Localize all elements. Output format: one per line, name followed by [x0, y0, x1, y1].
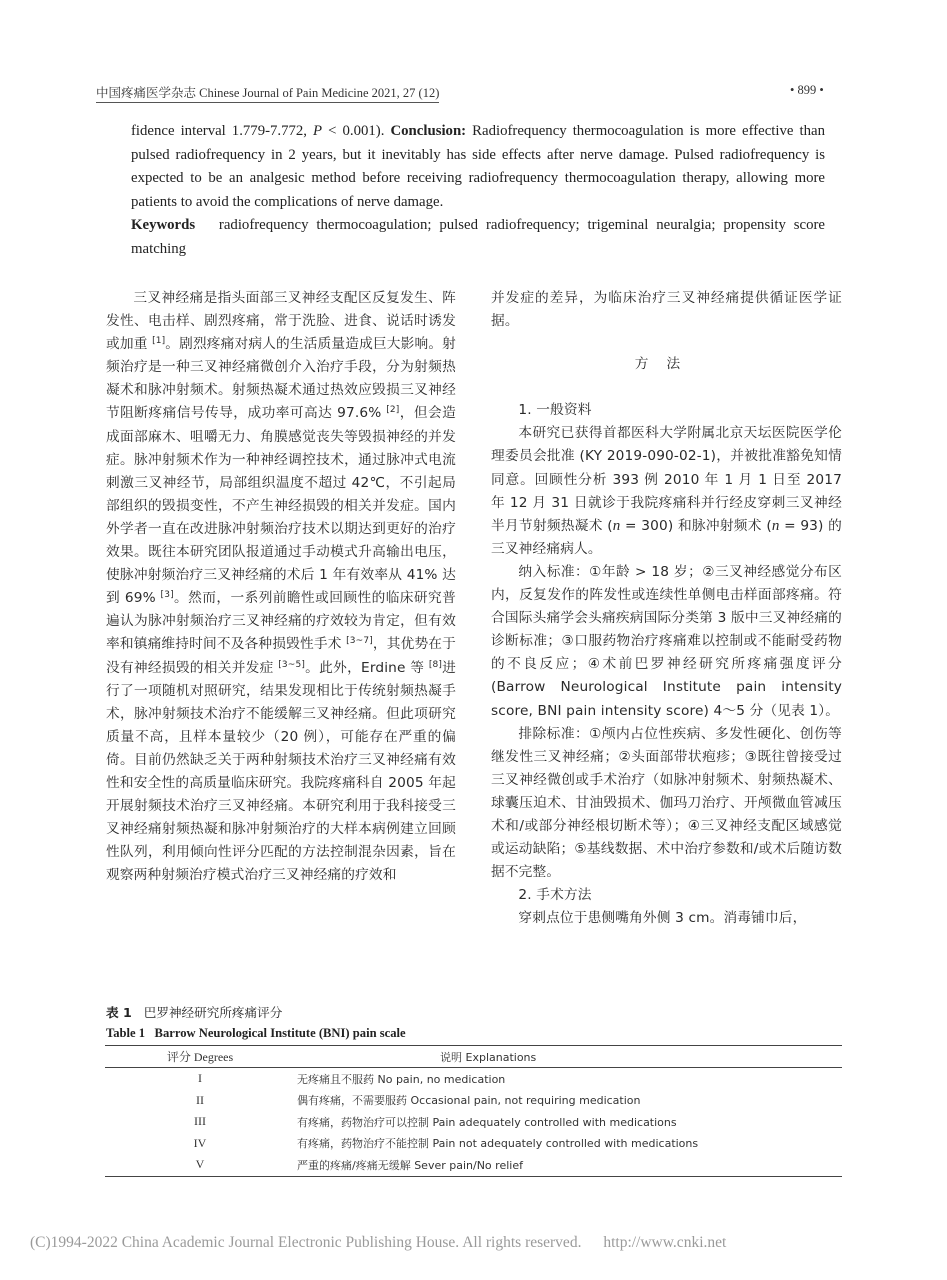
section-heading-methods: 方法 [634, 356, 699, 373]
citation-ref: [2] [386, 405, 400, 416]
table-cell-explanation: 严重的疼痛/疼痛无缓解 Sever pain/No relief [295, 1154, 842, 1176]
p-value-symbol: P [313, 123, 323, 139]
subheading-surgical-method: 2. 手术方法 [518, 887, 592, 904]
surgical-method-paragraph: 穿刺点位于患侧嘴角外侧 3 cm。消毒铺巾后， [518, 910, 807, 927]
conclusion-label: Conclusion: [390, 123, 467, 139]
intro-paragraph: 三叉神经痛是指头面部三叉神经支配区反复发生、阵发性、电击样、剧烈疼痛，常于洗脸、进食、说话时诱发或加重 [1]。剧烈疼痛对病人的生活质量造成巨大影响。射频治疗是一种三叉神经痛微创介入治疗手段，分为射频热凝术和脉冲射频术。射频热凝术通过热效应毁损三叉神经节阻断疼痛信号传导，成功率可高达 97.6% [2]，但会造成面部麻木、咀嚼无力、角膜感觉丧失等毁损神经的并发症。脉冲射频术作为一种神经调控技术，通过脉冲式电流刺激三叉神经节，局部组织温度不超过 42℃，不引起局部组织的毁损变性，不产生神经损毁的相关并发症。国内外学者一直在改进脉冲射频治疗技术以期达到更好的治疗效果。既往本研究团队报道通过手动模式升高输出电压，使脉冲射频治疗三叉神经痛的术后 1 年有效率从 41% 达到 69% [3]。然而，一系列前瞻性或回顾性的临床研究普遍认为脉冲射频治疗三叉神经痛的疗效较为肯定，但有效率和镇痛维持时间不及各种损毁性手术 [3~7]，其优势在于没有神经损毁的相关并发症 [3~5]。此外，Erdine 等 [8]进行了一项随机对照研究，结果发现相比于传统射频热凝手术，脉冲射频技术治疗不能缓解三叉神经痛。但此项研究质量不高，且样本量较少（20 例），可能存在严重的偏倚。目前仍然缺乏关于两种射频技术治疗三叉神经痛有效性和安全性的高质量临床研究。我院疼痛科自 2005 年起开展射频技术治疗三叉神经痛。本研究利用于我科接受三叉神经痛射频热凝和脉冲射频治疗的大样本病例建立回顾性队列，利用倾向性评分匹配的方法控制混杂因素，旨在观察两种射频治疗模式治疗三叉神经痛的疗效和 [106, 290, 456, 884]
table-header-degrees: 评分 Degrees [105, 1046, 295, 1068]
exclusion-criteria-paragraph: 排除标准：①颅内占位性疾病、多发性硬化、创伤等继发性三叉神经痛；②头面部带状疱疹；③既往曾接受过三叉神经微创或手术治疗（如脉冲射频术、射频热凝术、球囊压迫术、甘油毁损术、伽玛刀治疗、开颅微血管减压术和/或部分神经根切断术等）；④三叉神经支配区域感觉或运动缺陷；⑤基线数据、术中治疗参数和/或术后随访数据不完整。 [491, 725, 842, 881]
table-row [105, 1154, 842, 1176]
table-caption [106, 1003, 406, 1043]
body-column-right [491, 287, 842, 930]
bni-pain-scale-table [105, 1045, 842, 1177]
citation-ref: [3~5] [278, 659, 306, 670]
running-header-journal: 中国疼痛医学杂志 Chinese Journal of Pain Medicine 2021, 27 (12) [96, 83, 439, 101]
keywords-text: radiofrequency thermocoagulation; pulsed radiofrequency; trigeminal neuralgia; propensity score matching [131, 217, 825, 257]
table-cell-degree: III [194, 1114, 206, 1129]
table-header-explanations: 说明 Explanations [295, 1046, 842, 1068]
table-row [105, 1068, 842, 1090]
table-cell-explanation: 有疼痛，药物治疗不能控制 Pain not adequately controlled with medications [297, 1137, 699, 1151]
citation-ref: [3] [160, 590, 174, 601]
copyright-footer [30, 1234, 726, 1252]
table-caption-en: Table 1 Barrow Neurological Institute (BNI) pain scale [106, 1026, 406, 1040]
table-cell-degree: II [196, 1092, 204, 1107]
citation-ref: [3~7] [346, 636, 373, 647]
cnki-url[interactable]: http://www.cnki.net [603, 1234, 727, 1251]
table-cell-explanation: 有疼痛，药物治疗可以控制 Pain adequately controlled with medications [297, 1115, 677, 1129]
subheading-general-data: 1. 一般资料 [518, 402, 592, 419]
citation-ref: [8] [428, 659, 443, 670]
table-cell-explanation: 无疼痛且不服药 No pain, no medication [297, 1072, 506, 1086]
keywords-label: Keywords [131, 217, 196, 233]
continued-paragraph: 并发症的差异，为临床治疗三叉神经痛提供循证医学证据。 [491, 290, 842, 330]
n-symbol: n [771, 517, 780, 534]
conclusion-text: Radiofrequency thermocoagulation is more effective than pulsed radiofrequency in 2 years, but it inevitably has side effects after nerve damage. Pulsed radiofrequency is expected to be an analgesic method before receiving radiofrequency thermocoagulation therapy, allowing more patients to avoid the complications of nerve damage. [131, 123, 825, 210]
n-symbol: n [612, 517, 621, 534]
table-header-row [105, 1046, 842, 1068]
table-cell-degree: I [198, 1071, 202, 1086]
table-row [105, 1111, 842, 1133]
page-number: • 899 • [790, 83, 824, 97]
copyright-text: (C)1994-2022 China Academic Journal Electronic Publishing House. All rights reserved. [30, 1234, 582, 1251]
table-row [105, 1133, 842, 1155]
citation-ref: [1] [152, 336, 166, 347]
body-column-left [106, 287, 456, 887]
inclusion-criteria-paragraph: 纳入标准：①年龄 > 18 岁；②三叉神经感觉分布区内，反复发作的阵发性或连续性单侧电击样面部疼痛。符合国际头痛学会头痛疾病国际分类第 3 版中三叉神经痛的诊断标准；③口服药物治疗疼痛难以控制或不能耐受药物的不良反应；④术前巴罗神经研究所疼痛强度评分 (Barrow Neurological Institute pain intensity score, BNI pain intensity score) 4～5 分（见表 1）。 [491, 563, 842, 719]
ethics-paragraph: 本研究已获得首都医科大学附属北京天坛医院医学伦理委员会批准 (KY 2019-090-02-1)，并被批准豁免知情同意。回顾性分析 393 例 2010 年 1 月 1 日至 2017 年 12 月 31 日就诊于我院疼痛科并行经皮穿刺三叉神经半月节射频热凝术 (n = 300) 和脉冲射频术 (n = 93) 的三叉神经痛病人。 [491, 425, 842, 557]
table-cell-degree: IV [193, 1135, 207, 1150]
keywords [131, 214, 825, 261]
table-cell-explanation: 偶有疼痛，不需要服药 Occasional pain, not requiring medication [297, 1094, 641, 1108]
abstract-block [131, 120, 825, 261]
table-cell-degree: V [105, 1154, 295, 1176]
table-row [105, 1090, 842, 1112]
abstract-text: fidence interval 1.779-7.772, P < 0.001). Conclusion: Radiofrequency thermocoagulation is more effective than pulsed radiofrequency in 2 years, but it inevitably has side effects after nerve damage. Pulsed radiofrequency is expected to be an analgesic method before receiving radiofrequency thermocoagulation therapy, allowing more patients to avoid the complications of nerve damage. [131, 123, 825, 210]
table-caption-cn: 表 1 巴罗神经研究所疼痛评分 [106, 1005, 283, 1020]
